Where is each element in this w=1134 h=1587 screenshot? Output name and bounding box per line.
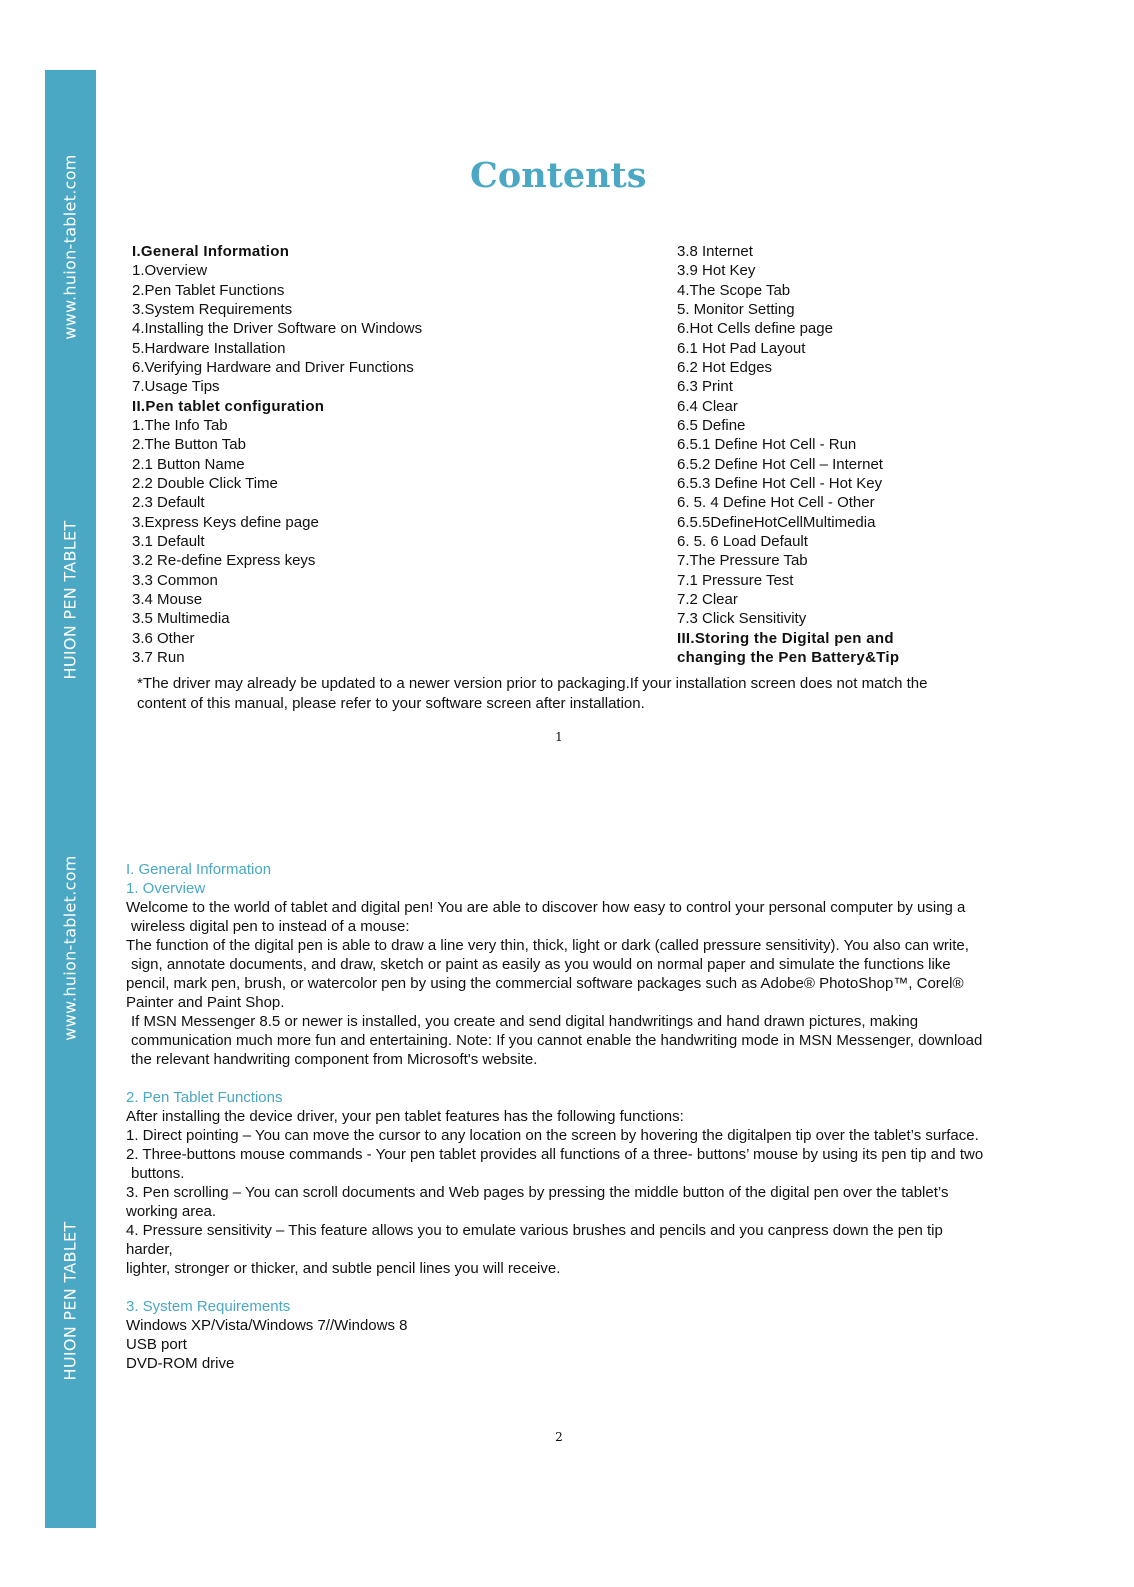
toc-item[interactable]: 1.Overview	[132, 262, 208, 280]
body-line: 1. Direct pointing – You can move the cursor to any location on the screen by hovering the digitalpen tip over the tablet’s surface.	[126, 1127, 979, 1144]
toc-section-heading[interactable]: changing the Pen Battery&Tip	[677, 648, 900, 666]
body-line: the relevant handwriting component from Microsoft's website.	[131, 1051, 538, 1068]
toc-item[interactable]: 6.5.1 Define Hot Cell - Run	[677, 436, 857, 454]
toc-item[interactable]: 6.5 Define	[677, 416, 746, 434]
toc-item[interactable]: 7.1 Pressure Test	[677, 571, 794, 589]
body-line: lighter, stronger or thicker, and subtle pencil lines you will receive.	[126, 1260, 561, 1277]
toc-item[interactable]: 7.Usage Tips	[132, 378, 220, 396]
toc-item[interactable]: 2.3 Default	[132, 494, 205, 512]
toc-item[interactable]: 2.Pen Tablet Functions	[132, 281, 285, 299]
toc-item[interactable]: 7.The Pressure Tab	[677, 552, 808, 570]
body-line: USB port	[126, 1336, 187, 1353]
toc-item[interactable]: 2.The Button Tab	[132, 436, 246, 454]
toc-item[interactable]: 3.7 Run	[132, 648, 185, 666]
toc-item[interactable]: 6.4 Clear	[677, 397, 738, 415]
driver-note-line: content of this manual, please refer to your software screen after installation.	[137, 694, 645, 712]
body-line: DVD-ROM drive	[126, 1355, 235, 1372]
page-number: 2	[555, 1430, 563, 1444]
driver-note-line: *The driver may already be updated to a newer version prior to packaging.If your installation screen does not match the	[137, 675, 928, 692]
body-line: If MSN Messenger 8.5 or newer is installed, you create and send digital handwritings and hand drawn pictures, making	[131, 1013, 919, 1030]
body-line: Welcome to the world of tablet and digital pen! You are able to discover how easy to control your personal computer by using a	[126, 899, 966, 916]
section-heading: I. General Information	[126, 861, 272, 878]
toc-section-heading[interactable]: I.General Information	[132, 243, 290, 260]
body-line: sign, annotate documents, and draw, sketch or paint as easily as you would on normal paper and simulate the functions like	[131, 956, 951, 973]
body-line: harder,	[126, 1241, 173, 1258]
body-line: pencil, mark pen, brush, or watercolor pen by using the commercial software packages such as Adobe® PhotoShop™, Corel®	[126, 975, 964, 992]
toc-item[interactable]: 3.Express Keys define page	[132, 513, 319, 531]
subsection-heading: 1. Overview	[126, 880, 206, 897]
subsection-heading: 2. Pen Tablet Functions	[126, 1089, 283, 1106]
toc-item[interactable]: 6.5.3 Define Hot Cell - Hot Key	[677, 474, 883, 492]
driver-note	[137, 674, 1037, 713]
body-line: 4. Pressure sensitivity – This feature allows you to emulate various brushes and pencils and you canpress down the pen tip	[126, 1222, 943, 1239]
toc-item[interactable]: 6.5.5DefineHotCellMultimedia	[677, 513, 876, 531]
toc-item[interactable]: 6. 5. 6 Load Default	[677, 532, 808, 550]
toc-right-column	[677, 242, 899, 667]
toc-item[interactable]: 3.System Requirements	[132, 300, 293, 318]
toc-item[interactable]: 1.The Info Tab	[132, 416, 228, 434]
toc-section-heading[interactable]: III.Storing the Digital pen and	[677, 629, 894, 647]
toc-item[interactable]: 4.Installing the Driver Software on Windows	[132, 320, 423, 338]
toc-item[interactable]: 3.5 Multimedia	[132, 610, 230, 628]
toc-item[interactable]: 3.4 Mouse	[132, 590, 203, 608]
page2-body	[126, 860, 1041, 1373]
toc-item[interactable]: 6. 5. 4 Define Hot Cell - Other	[677, 494, 875, 512]
body-line: wireless digital pen to instead of a mouse:	[131, 918, 410, 935]
toc-item[interactable]: 5. Monitor Setting	[677, 300, 795, 318]
body-line: 3. Pen scrolling – You can scroll documents and Web pages by pressing the middle button of the digital pen over the tablet’s	[126, 1184, 949, 1201]
toc-item[interactable]: 3.3 Common	[132, 571, 218, 589]
body-line: Windows XP/Vista/Windows 7//Windows 8	[126, 1317, 408, 1334]
body-line: 2. Three-buttons mouse commands - Your pen tablet provides all functions of a three- buttons’ mouse by using its pen tip and two	[126, 1146, 984, 1163]
body-line: Painter and Paint Shop.	[126, 994, 285, 1011]
toc-item[interactable]: 2.2 Double Click Time	[132, 474, 278, 492]
toc-item[interactable]: 6.5.2 Define Hot Cell – Internet	[677, 455, 883, 473]
toc-item[interactable]: 3.9 Hot Key	[677, 262, 756, 280]
toc-item[interactable]: 3.1 Default	[132, 532, 205, 550]
page-title: Contents	[470, 155, 647, 196]
toc-item[interactable]: 5.Hardware Installation	[132, 339, 286, 357]
toc-item[interactable]: 4.The Scope Tab	[677, 281, 791, 299]
subsection-heading: 3. System Requirements	[126, 1298, 291, 1315]
body-line: The function of the digital pen is able to draw a line very thin, thick, light or dark (called pressure sensitivity). You also can write,	[126, 937, 969, 954]
body-line: working area.	[126, 1203, 217, 1220]
toc-section-heading[interactable]: II.Pen tablet configuration	[132, 397, 325, 415]
page-number: 1	[555, 730, 563, 744]
toc-item[interactable]: 6.Verifying Hardware and Driver Functions	[132, 358, 414, 376]
toc-item[interactable]: 3.8 Internet	[677, 243, 753, 260]
toc-item[interactable]: 6.3 Print	[677, 378, 733, 396]
toc-left-column	[132, 242, 422, 667]
toc-item[interactable]: 6.1 Hot Pad Layout	[677, 339, 806, 357]
toc-item[interactable]: 3.2 Re-define Express keys	[132, 552, 316, 570]
body-line: After installing the device driver, your pen tablet features has the following functions:	[126, 1108, 684, 1125]
toc-item[interactable]: 2.1 Button Name	[132, 455, 245, 473]
toc-item[interactable]: 3.6 Other	[132, 629, 195, 647]
toc-item[interactable]: 6.2 Hot Edges	[677, 358, 773, 376]
toc-item[interactable]: 7.3 Click Sensitivity	[677, 610, 807, 628]
toc-item[interactable]: 6.Hot Cells define page	[677, 320, 833, 338]
body-line: buttons.	[131, 1165, 185, 1182]
body-line: communication much more fun and entertaining. Note: If you cannot enable the handwriting mode in MSN Messenger, download	[131, 1032, 983, 1049]
toc-item[interactable]: 7.2 Clear	[677, 590, 738, 608]
